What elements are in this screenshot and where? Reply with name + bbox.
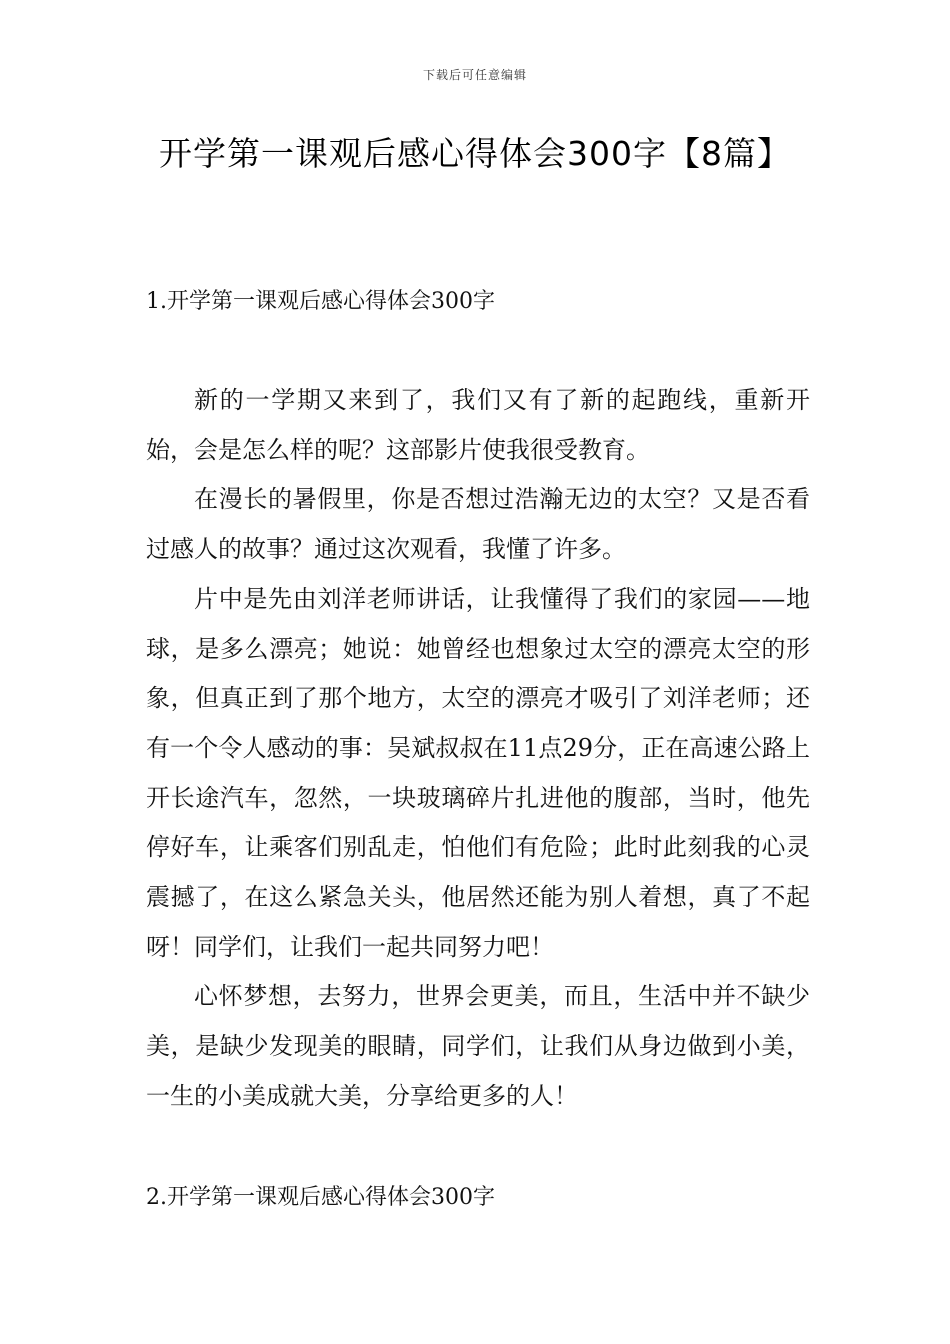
section-heading-1: 1.开学第一课观后感心得体会300字 [146, 289, 495, 314]
section-heading-2: 2.开学第一课观后感心得体会300字 [146, 1185, 495, 1210]
paragraph: 新的一学期又来到了，我们又有了新的起跑线，重新开始，会是怎么样的呢？这部影片使我很受教育。 [146, 386, 810, 464]
header-note: 下载后可任意编辑 [422, 68, 527, 82]
paragraph: 在漫长的暑假里，你是否想过浩瀚无边的太空？又是否看过感人的故事？通过这次观看，我懂了许多。 [146, 485, 810, 564]
document-title: 开学第一课观后感心得体会300字【8篇】 [159, 134, 791, 173]
paragraph: 心怀梦想，去努力，世界会更美，而且，生活中并不缺少美，是缺少发现美的眼睛，同学们，让我们从身边做到小美，一生的小美成就大美，分享给更多的人！ [146, 982, 810, 1110]
section-1-body [146, 376, 810, 1122]
paragraph: 片中是先由刘洋老师讲话，让我懂得了我们的家园——地球，是多么漂亮；她说：她曾经也想象过太空的漂亮太空的形象，但真正到了那个地方，太空的漂亮才吸引了刘洋老师；还有一个令人感动的事：吴斌叔叔在11点29分，正在高速公路上开长途汽车，忽然，一块玻璃碎片扎进他的腹部，当时，他先停好车，让乘客们别乱走，怕他们有危险；此时此刻我的心灵震撼了，在这么紧急关头，他居然还能为别人着想，真了不起呀！同学们，让我们一起共同努力吧！ [146, 584, 810, 961]
